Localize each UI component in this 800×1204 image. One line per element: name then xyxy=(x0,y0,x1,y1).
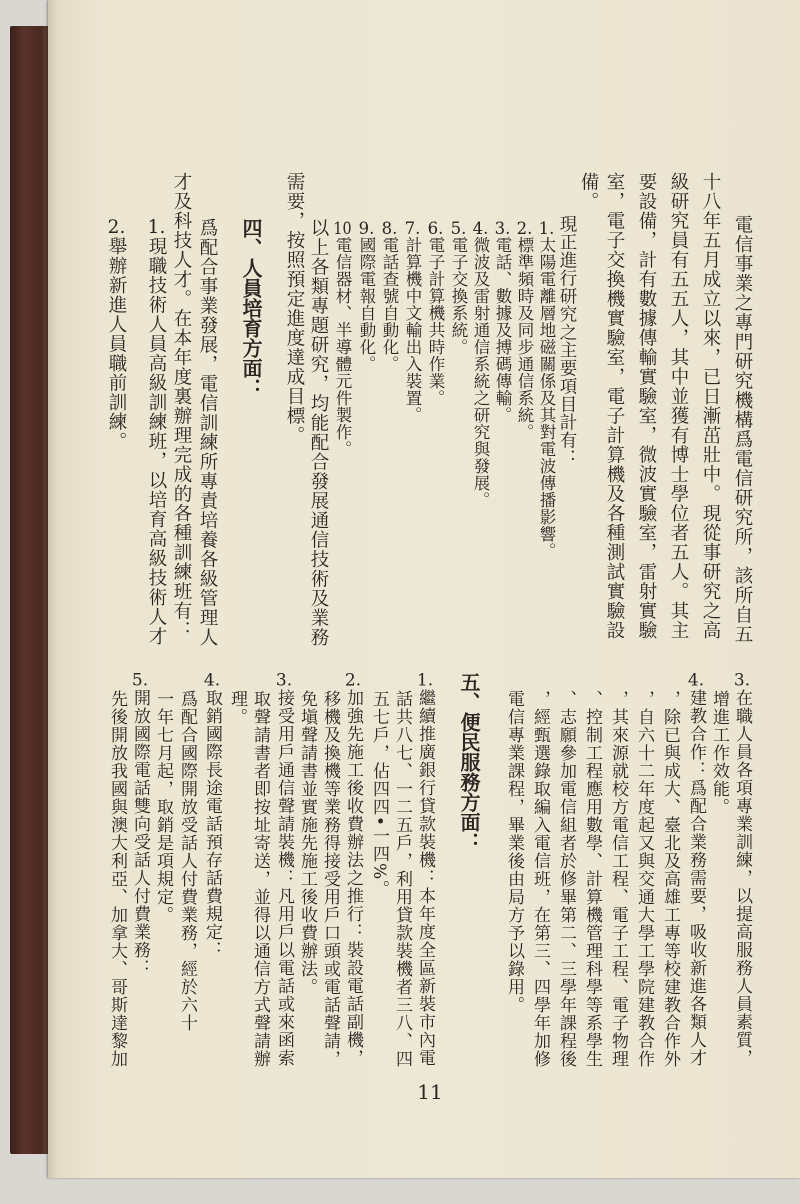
service-item-continuation: 話共八七、一二五戶，利用貸款裝機者三八、四 xyxy=(392,690,412,1068)
service-item-continuation: 爲配合國際開放受話人付費業務，經於六十 xyxy=(177,690,197,1032)
research-item xyxy=(514,220,534,441)
book-binding xyxy=(10,26,50,1154)
research-summary-line: 以上各類專題研究，均能配合發展通信技術及業務 xyxy=(308,218,329,647)
research-item xyxy=(402,220,422,424)
training-item-continuation: 電信專業課程，畢業後由局方予以錄用。 xyxy=(504,690,524,1014)
training-item xyxy=(732,672,752,1067)
training-item-continuation: 、志願參加電信組者於修畢第二、三學年課程後 xyxy=(556,690,576,1068)
service-item-number: 1. xyxy=(416,672,434,689)
training-intro-line: 才及科技人才。在本年度裏辦理完成的各種訓練班有： xyxy=(171,172,192,640)
training-item xyxy=(686,672,706,1067)
research-item-number: 9. xyxy=(358,220,375,237)
service-item-continuation: 免塡聲請書並實施先施工後收費辦法。 xyxy=(297,690,317,996)
service-item xyxy=(415,672,435,1067)
service-item-text: 開放國際電話雙向受話人付費業務： xyxy=(130,689,150,977)
service-item-number: 5. xyxy=(131,672,149,689)
training-item-text: 舉辦新進人員職前訓練。 xyxy=(106,236,127,451)
training-item-number: 1. xyxy=(147,218,166,237)
research-item-number: 10 xyxy=(333,220,352,237)
research-item xyxy=(356,220,376,373)
service-item-text: 繼續推廣銀行貸款裝機：本年度全區新裝市內電 xyxy=(415,689,435,1067)
service-item-continuation: 取聲請書者即按址寄送，並得以通信方式聲請辦 xyxy=(250,690,270,1068)
service-item xyxy=(274,672,294,1067)
training-item xyxy=(146,218,166,646)
research-intro-line: 要設備，計有數據傳輸實驗室，微波實驗室，雷射實驗 xyxy=(636,172,657,640)
research-list-intro: 現正進行研究之主要項目計有： xyxy=(557,215,577,467)
training-item-continuation: ，經甄選錄取編入電信班，在第三、四學年加修 xyxy=(530,690,550,1068)
page-number: 11 xyxy=(417,1080,443,1104)
section-heading-service: 五、便民服務方面： xyxy=(457,672,481,852)
research-item xyxy=(470,220,490,509)
training-item-number: 4. xyxy=(687,672,705,689)
research-item-number: 4. xyxy=(472,220,489,237)
service-item-continuation: 五七戶，佔四四•一四%。 xyxy=(369,690,389,899)
research-item-text: 電子計算機共時作業。 xyxy=(426,236,445,407)
service-item-number: 3. xyxy=(275,672,293,689)
research-item-number: 7. xyxy=(404,220,421,237)
service-item-continuation: 理。 xyxy=(227,690,247,726)
service-item-number: 4. xyxy=(203,672,221,689)
research-item xyxy=(425,220,445,407)
service-item-text: 接受用戶通信聲請裝機：凡用戶以電話或來函索 xyxy=(274,689,294,1067)
research-item-text: 電子交換系統。 xyxy=(449,236,468,356)
research-item-text: 標準頻時及同步通信系統。 xyxy=(515,236,534,441)
service-item xyxy=(343,672,363,1067)
research-item xyxy=(448,220,468,356)
training-item-continuation: ，除已與成大、臺北及高雄工專等校建教合作外 xyxy=(660,690,680,1068)
research-item xyxy=(536,220,556,560)
section-heading-training: 四、人員培育方面： xyxy=(239,218,263,398)
research-item xyxy=(379,220,399,373)
training-item-text: 建教合作：爲配合業務需要，吸收新進各類人才 xyxy=(686,689,706,1067)
research-intro-line: 備。 xyxy=(578,172,599,211)
service-item-text: 加強先施工後收費辦法之推行：裝設電話副機， xyxy=(343,689,363,1067)
service-item-continuation: 一年七月起，取銷是項規定。 xyxy=(153,690,173,924)
service-item xyxy=(130,672,150,977)
research-item-text: 微波及雷射通信系統之研究與發展。 xyxy=(471,236,490,509)
research-item-text: 電話查號自動化。 xyxy=(380,236,399,373)
service-item xyxy=(202,672,222,959)
training-item-number: 3. xyxy=(733,672,751,689)
research-intro-line: 室，電子交換機實驗室，電子計算機及各種測試實驗設 xyxy=(604,172,625,640)
research-item-text: 電話、數據及搏碼傳輸。 xyxy=(493,236,512,424)
service-item-continuation: 先後開放我國與澳大利亞、加拿大、哥斯達黎加 xyxy=(107,690,127,1068)
training-item xyxy=(106,218,126,451)
research-item-number: 1. xyxy=(538,220,555,237)
research-item xyxy=(492,220,512,424)
research-item-number: 6. xyxy=(427,220,444,237)
service-item-number: 2. xyxy=(344,672,362,689)
training-item-continuation: ，自六十二年度起又與交通大學工學院建教合作 xyxy=(634,690,654,1068)
training-item-continuation: 增進工作效能。 xyxy=(709,690,729,816)
research-intro-line: 十八年五月成立以來，已日漸茁壯中。現從事研究之高 xyxy=(700,172,721,640)
training-item-number: 2. xyxy=(107,218,126,237)
research-item-number: 2. xyxy=(516,220,533,237)
research-item-number: 8. xyxy=(381,220,398,237)
training-item-continuation: ，其來源就校方電信工程、電子工程、電子物理 xyxy=(608,690,628,1068)
research-item-number: 3. xyxy=(494,220,511,237)
research-intro-line: 級研究員有五五人，其中並獲有博士學位者五人。其主 xyxy=(668,172,689,640)
training-item-text: 在職人員各項專業訓練，以提高服務人員素質， xyxy=(732,689,752,1067)
service-item-continuation: 移機及換機等業務得接受用戶口頭或電話聲請， xyxy=(320,690,340,1068)
research-item-text: 電信器材、半導體元件製作。 xyxy=(333,236,352,458)
research-summary-line: 需要，按照預定進度達成目標。 xyxy=(284,172,305,445)
training-item-continuation: 、控制工程應用數學、計算機管理科學等系學生 xyxy=(582,690,602,1068)
research-item-text: 國際電報自動化。 xyxy=(357,236,376,373)
research-item-text: 太陽電離層地磁關係及其對電波傳播影響。 xyxy=(537,236,556,560)
research-item-number: 5. xyxy=(450,220,467,237)
training-item-text: 現職技術人員高級訓練班，以培育高級技術人才 xyxy=(146,236,167,646)
research-item xyxy=(332,220,352,458)
service-item-text: 取銷國際長途電話預存話費規定： xyxy=(202,689,222,959)
training-intro-line: 爲配合事業發展，電信訓練所專責培養各級管理人 xyxy=(197,218,218,647)
research-intro-line: 電信事業之專門研究機構爲電信研究所，該所自五 xyxy=(732,215,753,644)
research-item-text: 計算機中文輸出入裝置。 xyxy=(403,236,422,424)
